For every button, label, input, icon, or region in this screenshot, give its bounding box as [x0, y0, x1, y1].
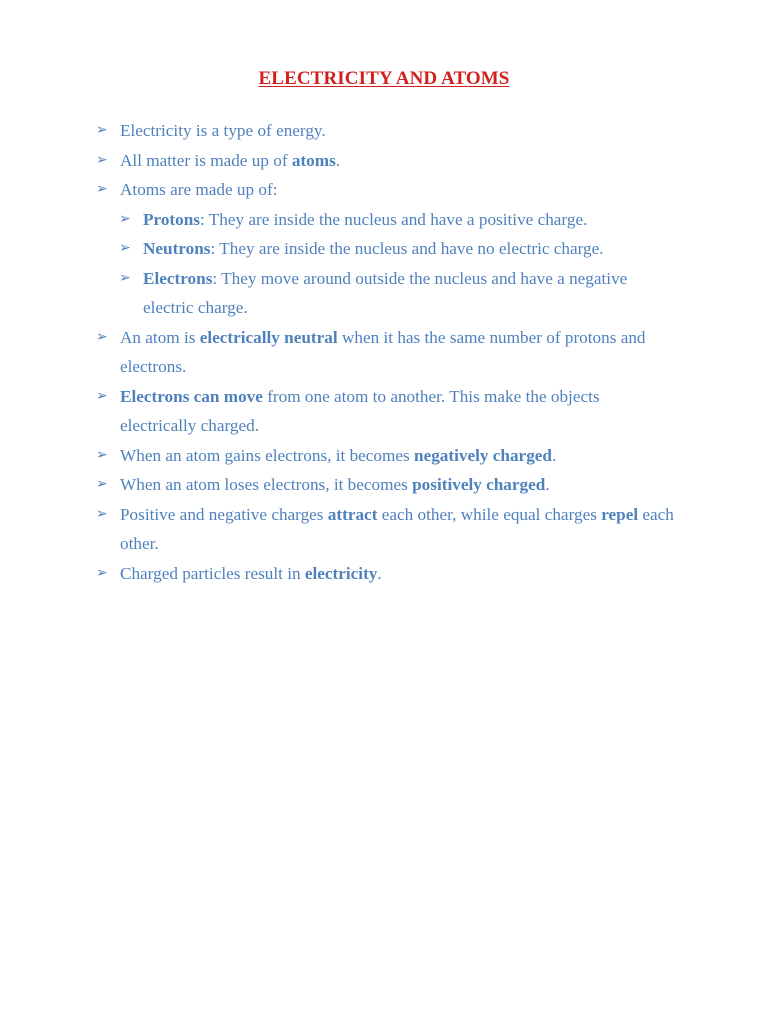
- item-text: Positive and negative charges: [120, 504, 328, 524]
- item-text: Charged particles result in: [120, 563, 305, 583]
- arrowhead-bullet-icon: ➢: [119, 240, 131, 256]
- list-item: [0, 500, 768, 559]
- item-text: All matter is made up of: [120, 150, 292, 170]
- bold-text: Neutrons: [143, 239, 211, 258]
- bold-text: atoms: [291, 150, 336, 170]
- item-text: When an atom loses electrons, it becomes: [120, 475, 413, 494]
- list-item: [0, 116, 768, 146]
- item-text: each other, while equal charges: [377, 504, 602, 524]
- sub-list-item: [0, 234, 768, 264]
- bold-text: electrically neutral: [199, 327, 338, 347]
- bold-text: attract: [327, 504, 378, 524]
- arrowhead-bullet-icon: ➢: [119, 210, 131, 227]
- list-item: [0, 382, 768, 441]
- bullet-list: [0, 116, 768, 588]
- arrowhead-bullet-icon: ➢: [96, 446, 108, 463]
- item-text: .: [377, 563, 382, 583]
- arrowhead-bullet-icon: ➢: [96, 151, 108, 168]
- bold-text: negatively charged: [414, 445, 552, 465]
- item-text: .: [545, 475, 550, 494]
- item-text: when it has the same number of protons and electrons.: [120, 327, 646, 376]
- item-text: An atom is: [120, 327, 200, 347]
- list-item: [0, 146, 768, 176]
- list-item: [0, 323, 768, 382]
- bold-text: repel: [601, 504, 639, 524]
- arrowhead-bullet-icon: ➢: [96, 476, 108, 492]
- bold-text: positively charged: [412, 475, 546, 494]
- item-text: : They are inside the nucleus and have no electric charge.: [210, 239, 604, 258]
- item-text: each other.: [120, 504, 674, 553]
- arrowhead-bullet-icon: ➢: [96, 387, 108, 404]
- arrowhead-bullet-icon: ➢: [119, 269, 131, 286]
- bold-text: electricity: [304, 563, 378, 583]
- item-text: from one atom to another. This make the objects electrically charged.: [120, 386, 600, 435]
- item-text: Atoms are made up of:: [120, 180, 278, 199]
- list-item: [0, 470, 768, 500]
- arrowhead-bullet-icon: ➢: [96, 505, 108, 522]
- arrowhead-bullet-icon: ➢: [96, 122, 108, 138]
- bold-text: Electrons: [143, 268, 213, 288]
- item-text: Electricity is a type of energy.: [120, 121, 326, 140]
- item-text: .: [335, 150, 341, 170]
- arrowhead-bullet-icon: ➢: [96, 181, 108, 197]
- sub-list-item: [0, 205, 768, 235]
- list-item: [0, 441, 768, 471]
- list-item: [0, 559, 768, 589]
- sub-list-item: [0, 264, 768, 323]
- item-text: When an atom gains electrons, it becomes: [120, 445, 415, 465]
- arrowhead-bullet-icon: ➢: [96, 564, 108, 581]
- item-text: : They are inside the nucleus and have a positive charge.: [199, 209, 588, 229]
- bold-text: Protons: [143, 209, 200, 229]
- item-text: : They move around outside the nucleus and have a negative electric charge.: [143, 268, 628, 317]
- bold-text: Electrons can move: [120, 386, 263, 406]
- page-title: ELECTRICITY AND ATOMS: [258, 68, 510, 89]
- arrowhead-bullet-icon: ➢: [96, 328, 108, 345]
- item-text: .: [551, 445, 557, 465]
- list-item: [0, 175, 768, 205]
